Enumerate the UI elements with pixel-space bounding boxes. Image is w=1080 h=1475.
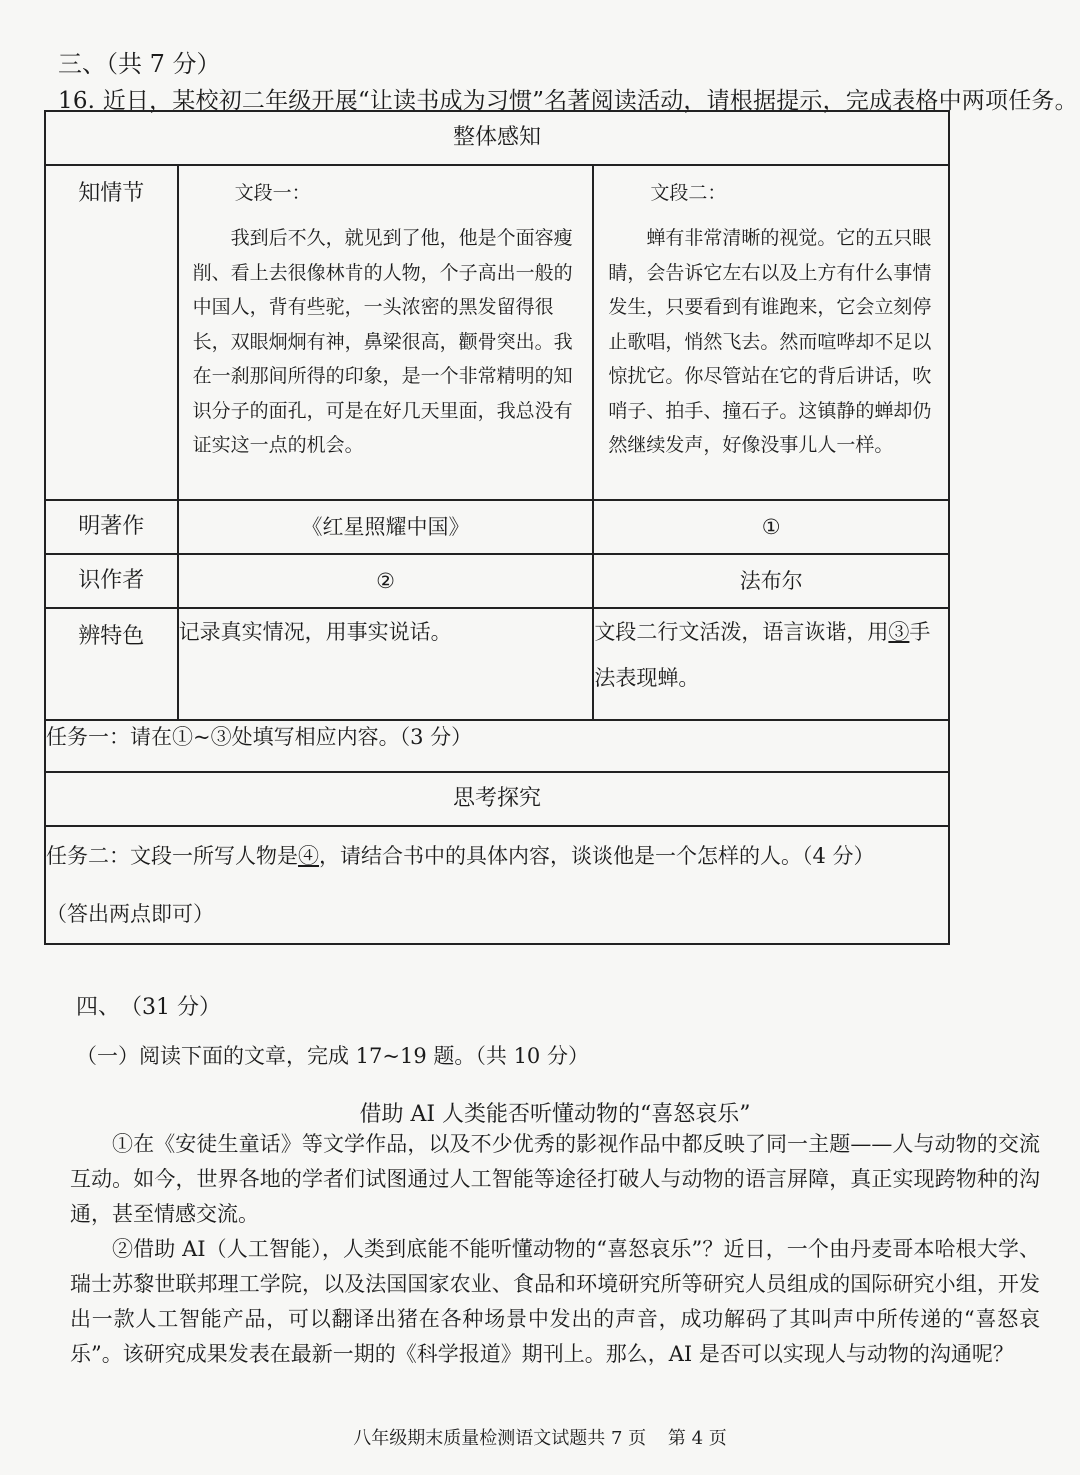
passage-1-text: 我到后不久，就见到了他，他是个面容瘦削、看上去很像林肯的人物，个子高出一般的中国人，背有些驼，一头浓密的黑发留得很长，双眼炯炯有神，鼻梁很高，颧骨突出。我在一刹那间所得的印象，是一个非常精明的知识分子的面孔，可是在好几天里面，我总没有证实这一点的机会。 bbox=[192, 227, 573, 456]
passage-1-title: 文段一： bbox=[234, 182, 311, 204]
feature-2-post: 手法表现蝉。 bbox=[594, 620, 931, 690]
passage-1-cell bbox=[178, 165, 594, 500]
article-paragraph-1: ①在《安徒生童话》等文学作品，以及不少优秀的影视作品中都反映了同一主题——人与动物的交流互动。如今，世界各地的学者们试图通过人工智能等途径打破人与动物的语言屏障，真正实现跨物种的沟通，甚至情感交流。 bbox=[70, 1132, 1040, 1226]
footer-page-number: 第 4 页 bbox=[667, 1428, 727, 1449]
subsection-1-prompt: （一）阅读下面的文章，完成 17~19 题。（共 10 分） bbox=[76, 1044, 589, 1068]
section-4-heading: 四、 （31 分） bbox=[76, 995, 221, 1020]
author-2: 法布尔 bbox=[593, 554, 949, 608]
row-label-feature: 辨特色 bbox=[45, 608, 178, 720]
article-paragraph-2: ②借助 AI（人工智能），人类到底能不能听懂动物的“喜怒哀乐”？近日，一个由丹麦哥本哈根大学、瑞士苏黎世联邦理工学院，以及法国国家农业、食品和环境研究所等研究人员组成的国际研究小组，开发出一款人工智能产品，可以翻译出猪在各种场景中发出的声音，成功解码了其叫声中所传递的“喜怒哀乐”。该研究成果发表在最新一期的《科学报道》期刊上。那么，AI 是否可以实现人与动物的沟通呢？ bbox=[70, 1237, 1040, 1366]
task-2-note: （答出两点即可） bbox=[46, 902, 214, 926]
feature-2-pre: 文段二行文活泼，语言诙谐，用 bbox=[594, 620, 889, 644]
blank-2[interactable]: ② bbox=[178, 554, 594, 608]
article-title: 借助 AI 人类能否听懂动物的“喜怒哀乐” bbox=[359, 1102, 751, 1127]
article-body bbox=[70, 1127, 1040, 1372]
passage-2-text: 蝉有非常清晰的视觉。它的五只眼睛，会告诉它左右以及上方有什么事情发生，只要看到有谁跑来，它会立刻停止歌唱，悄然飞去。然而喧哗却不足以惊扰它。你尽管站在它的背后讲话，吹哨子、拍手、撞石子。这镇静的蝉却仍然继续发声，好像没事儿人一样。 bbox=[608, 227, 932, 456]
row-label-plot: 知情节 bbox=[45, 165, 178, 500]
header-explore: 思考探究 bbox=[45, 772, 949, 826]
book-1: 《红星照耀中国》 bbox=[178, 500, 594, 554]
header-overall: 整体感知 bbox=[45, 111, 949, 165]
feature-2 bbox=[593, 608, 949, 720]
task-2 bbox=[45, 826, 949, 944]
task-2-post: ，请结合书中的具体内容，谈谈他是一个怎样的人。（4 分） bbox=[319, 844, 875, 868]
question-16-prompt: 16. 近日，某校初二年级开展“让读书成为习惯”名著阅读活动，请根据提示，完成表格中两项任务。 bbox=[58, 88, 1078, 114]
blank-3[interactable]: ③ bbox=[888, 620, 910, 644]
task-2-pre: 任务二：文段一所写人物是 bbox=[46, 844, 298, 868]
section-3-heading: 三、（共 7 分） bbox=[58, 50, 221, 78]
passage-2-cell bbox=[593, 165, 949, 500]
blank-1[interactable]: ① bbox=[593, 500, 949, 554]
row-label-book: 明著作 bbox=[45, 500, 178, 554]
page-footer bbox=[0, 1424, 1080, 1450]
footer-exam-info: 八年级期末质量检测语文试题共 7 页 bbox=[353, 1428, 647, 1449]
feature-1: 记录真实情况，用事实说话。 bbox=[178, 608, 594, 720]
passage-2-title: 文段二： bbox=[650, 182, 727, 204]
task-1: 任务一：请在①~③处填写相应内容。（3 分） bbox=[45, 720, 949, 772]
row-label-author: 识作者 bbox=[45, 554, 178, 608]
blank-4[interactable]: ④ bbox=[298, 844, 319, 868]
reading-task-table bbox=[44, 110, 950, 945]
